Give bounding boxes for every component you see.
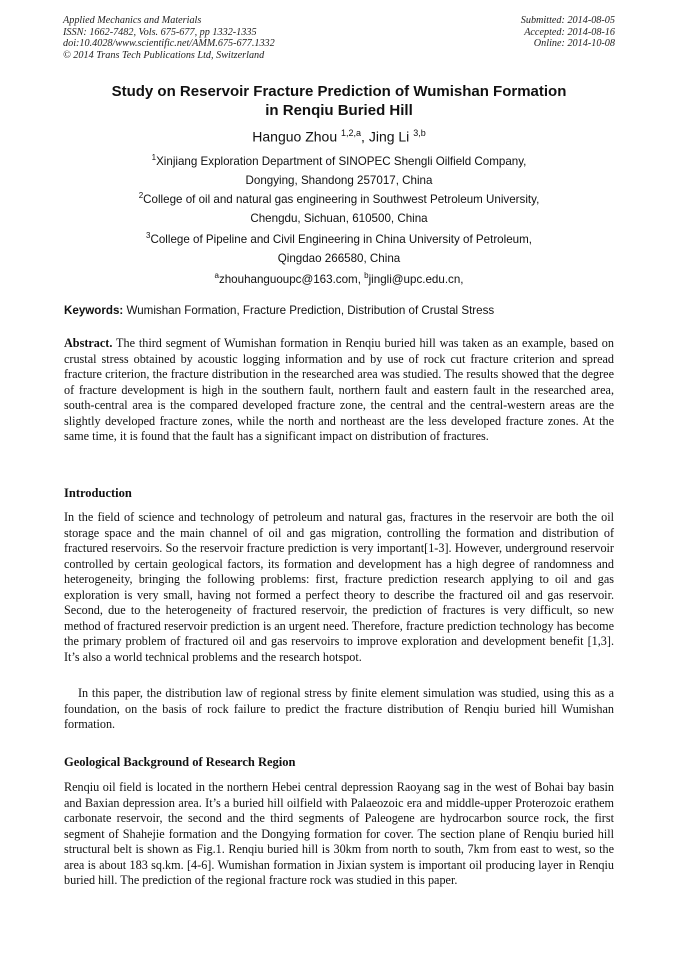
author-1: Hanguo Zhou xyxy=(252,128,338,145)
affiliation-1-line-1: Xinjiang Exploration Department of SINOPEC Shengli Oilfield Company, xyxy=(156,154,527,168)
title-line-1: Study on Reservoir Fracture Prediction of Wumishan Formation xyxy=(111,83,567,100)
journal-name: Applied Mechanics and Materials xyxy=(63,15,202,26)
paper-title xyxy=(64,82,614,120)
journal-header-right xyxy=(521,15,615,50)
geology-heading: Geological Background of Research Region xyxy=(64,755,296,769)
affiliation-1 xyxy=(64,148,614,191)
author-2-affiliation: 3,b xyxy=(413,128,426,138)
affiliation-1-number: 1 xyxy=(151,153,157,162)
introduction-paragraph-2: In this paper, the distribution law of regional stress by finite element simulation was studied, using this as a foundation, on the basis of rock failure to predict the fracture distribution of Renqiu buried hill Wumishan formation. xyxy=(64,686,614,732)
doi-line: doi:10.4028/www.scientific.net/AMM.675-677.1332 xyxy=(63,38,275,49)
email-b-marker: b xyxy=(364,271,369,280)
author-list xyxy=(64,125,614,146)
journal-header-left xyxy=(63,15,275,61)
introduction-heading: Introduction xyxy=(64,486,132,500)
affiliation-3 xyxy=(64,226,614,269)
title-line-2: in Renqiu Buried Hill xyxy=(265,102,413,119)
issn-line: ISSN: 1662-7482, Vols. 675-677, pp 1332-1335 xyxy=(63,26,257,38)
author-1-affiliation: 1,2,a xyxy=(341,128,362,138)
accepted-date: Accepted: 2014-08-16 xyxy=(524,26,615,38)
affiliation-1-line-2: Dongying, Shandong 257017, China xyxy=(245,174,433,188)
affiliation-2 xyxy=(64,186,614,229)
affiliation-3-number: 3 xyxy=(146,231,151,240)
submitted-date: Submitted: 2014-08-05 xyxy=(520,15,615,26)
author-separator: , xyxy=(361,128,365,145)
abstract-label: Abstract. xyxy=(64,336,113,350)
keywords xyxy=(64,303,614,318)
introduction-paragraph-1: In the field of science and technology of petroleum and natural gas, fractures in the reservoir are both the oil storage space and the main channel of oil and gas migration, controlling the formation and distribution of fractured reservoirs. So the reservoir fracture prediction is very important[1-3]. However, underground reservoir controlled by certain geological factors, its formation and development has a high degree of randomness and heterogeneity, bringing the following problems: first, fracture prediction research applying to oil and gas exploration is very small, having not formed a perfect theory to describe the fractured oil and gas reservoir. Second, due to the heterogeneity of fractured reservoir, the prediction of fractures is very difficult, so new method of fractured reservoir prediction is an urgent need. Therefore, fracture prediction technology has become the primary problem of fractured oil and gas reservoirs to improve exploration and development benefit [1,3]. It’s also a world technical problems and the research hotspot. xyxy=(64,510,614,664)
abstract xyxy=(64,336,614,445)
affiliation-3-line-1: College of Pipeline and Civil Engineering in China University of Petroleum, xyxy=(150,232,532,246)
keywords-label: Keywords: xyxy=(64,304,124,317)
email-a: zhouhanguoupc@163.com, xyxy=(218,272,365,286)
copyright-line: © 2014 Trans Tech Publications Ltd, Switzerland xyxy=(63,49,265,61)
keywords-text: Wumishan Formation, Fracture Prediction, Distribution of Crustal Stress xyxy=(123,304,495,317)
affiliation-2-line-1: College of oil and natural gas engineering in Southwest Petroleum University, xyxy=(143,192,540,206)
author-2: Jing Li xyxy=(368,128,410,145)
geology-paragraph-1: Renqiu oil field is located in the northern Hebei central depression Raoyang sag in the west of Bohai bay basin and Baxian depression area. It’s a buried hill oilfield with Palaeozoic era and middle-upper Proterozoic erathem carbonate reservoir, the second and the third segments of Paleogene are hydrocarbon source rock, the first segment of Shahejie formation and the Dongying formation for cover. The section plane of Renqiu buried hill structural belt is shown as Fig.1. Renqiu buried hill is 30km from north to south, 7km from east to west, so the area is about 183 sq.km. [4-6]. Wumishan formation in Jixian system is important oil producing layer in Renqiu buried hill. The prediction of the regional fracture rock was studied in this paper. xyxy=(64,780,614,888)
affiliation-3-line-2: Qingdao 266580, China xyxy=(277,252,401,266)
author-emails xyxy=(64,266,614,289)
abstract-text: The third segment of Wumishan formation in Renqiu buried hill was taken as an example, based on crustal stress obtained by acoustic logging information and by use of rock cut fracture criterion and spread fracture criterion, the fracture distribution in the researched area was studied. The results showed that the degree of fracture development is high in the southern fault, northern fault and eastern fault in the researched area, south-central area is the compared developed fracture zone, the central and the central-western areas are the slightly developed fracture zones, while the north and northeast are the less developed fracture zones. At the same time, it is found that the fault has a significant impact on distribution of fractures. xyxy=(64,336,614,444)
affiliation-2-number: 2 xyxy=(138,191,144,200)
affiliation-2-line-2: Chengdu, Sichuan, 610500, China xyxy=(250,212,428,226)
email-b: jingli@upc.edu.cn, xyxy=(368,272,464,286)
online-date: Online: 2014-10-08 xyxy=(533,38,615,49)
email-a-marker: a xyxy=(214,271,219,280)
